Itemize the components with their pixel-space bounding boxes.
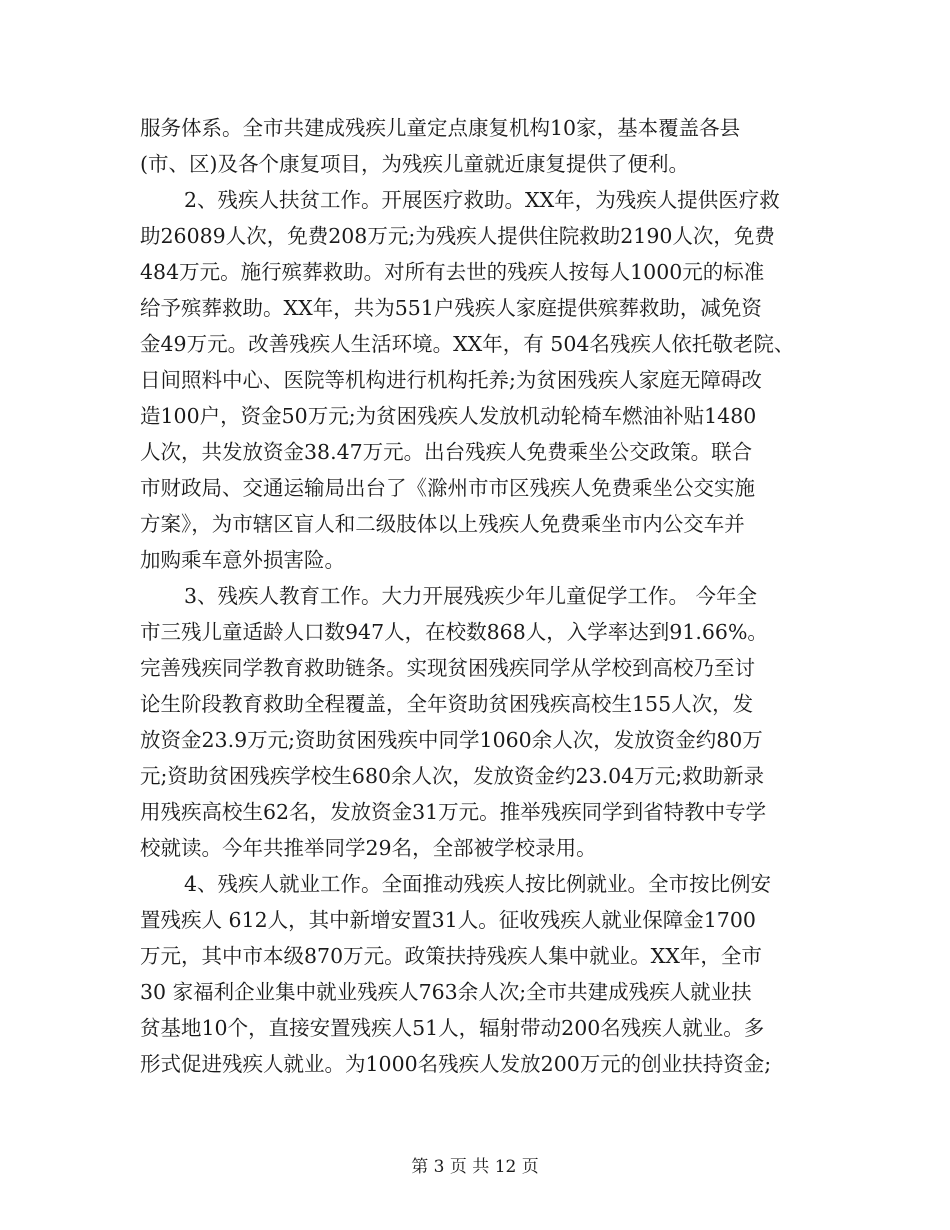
- paragraph-start-line: 4、残疾人就业工作。全面推动残疾人按比例就业。全市按比例安: [184, 872, 772, 896]
- text-line: 市三残儿童适龄人口数947人，在校数868人，入学率达到91.66%。: [140, 620, 768, 644]
- text-line: 方案》，为市辖区盲人和二级肢体以上残疾人免费乘坐市内公交车并: [140, 512, 745, 536]
- text-line: 助26089人次，免费208万元;为残疾人提供住院救助2190人次，免费: [140, 224, 775, 248]
- text-line: 给予殡葬救助。XX年，共为551户残疾人家庭提供殡葬救助，减免资: [140, 296, 762, 320]
- page-footer: 第 3 页 共 12 页: [411, 1157, 539, 1177]
- text-line: (市、区)及各个康复项目，为残疾儿童就近康复提供了便利。: [140, 152, 689, 176]
- text-line: 形式促进残疾人就业。为1000名残疾人发放200万元的创业扶持资金;: [140, 1052, 772, 1076]
- text-line: 校就读。今年共推举同学29名，全部被学校录用。: [140, 836, 597, 860]
- paragraph-start-line: 2、残疾人扶贫工作。开展医疗救助。XX年，为残疾人提供医疗救: [184, 188, 780, 212]
- text-line: 加购乘车意外损害险。: [140, 548, 345, 572]
- text-line: 用残疾高校生62名，发放资金31万元。推举残疾同学到省特教中专学: [140, 800, 767, 824]
- paragraph-start-line: 3、残疾人教育工作。大力开展残疾少年儿童促学工作。 今年全: [184, 584, 758, 608]
- text-line: 484万元。施行殡葬救助。对所有去世的残疾人按每人1000元的标准: [140, 260, 765, 284]
- text-line: 置残疾人 612人，其中新增安置31人。征收残疾人就业保障金1700: [140, 908, 756, 932]
- text-line: 完善残疾同学教育救助链条。实现贫困残疾同学从学校到高校乃至讨: [140, 656, 755, 680]
- text-line: 造100户，资金50万元;为贫困残疾人发放机动轮椅车燃油补贴1480: [140, 404, 757, 428]
- text-line: 放资金23.9万元;资助贫困残疾中同学1060余人次，发放资金约80万: [140, 728, 763, 752]
- text-line: 市财政局、交通运输局出台了《滁州市市区残疾人免费乘坐公交实施: [140, 476, 755, 500]
- text-line: 万元，其中市本级870万元。政策扶持残疾人集中就业。XX年，全市: [140, 944, 762, 968]
- text-line: 人次，共发放资金38.47万元。出台残疾人免费乘坐公交政策。联合: [140, 440, 753, 464]
- text-line: 日间照料中心、医院等机构进行机构托养;为贫困残疾人家庭无障碍改: [140, 368, 762, 392]
- text-line: 贫基地10个，直接安置残疾人51人，辐射带动200名残疾人就业。多: [140, 1016, 765, 1040]
- text-line: 论生阶段教育救助全程覆盖，全年资助贫困残疾高校生155人次，发: [140, 692, 754, 716]
- text-line: 服务体系。全市共建成残疾儿童定点康复机构10家，基本覆盖各县: [140, 116, 741, 140]
- text-line: 30 家福利企业集中就业残疾人763余人次;全市共建成残疾人就业扶: [140, 980, 752, 1004]
- text-line: 元;资助贫困残疾学校生680余人次，发放资金约23.04万元;救助新录: [140, 764, 765, 788]
- text-line: 金49万元。改善残疾人生活环境。XX年，有 504名残疾人依托敬老院、: [140, 332, 795, 356]
